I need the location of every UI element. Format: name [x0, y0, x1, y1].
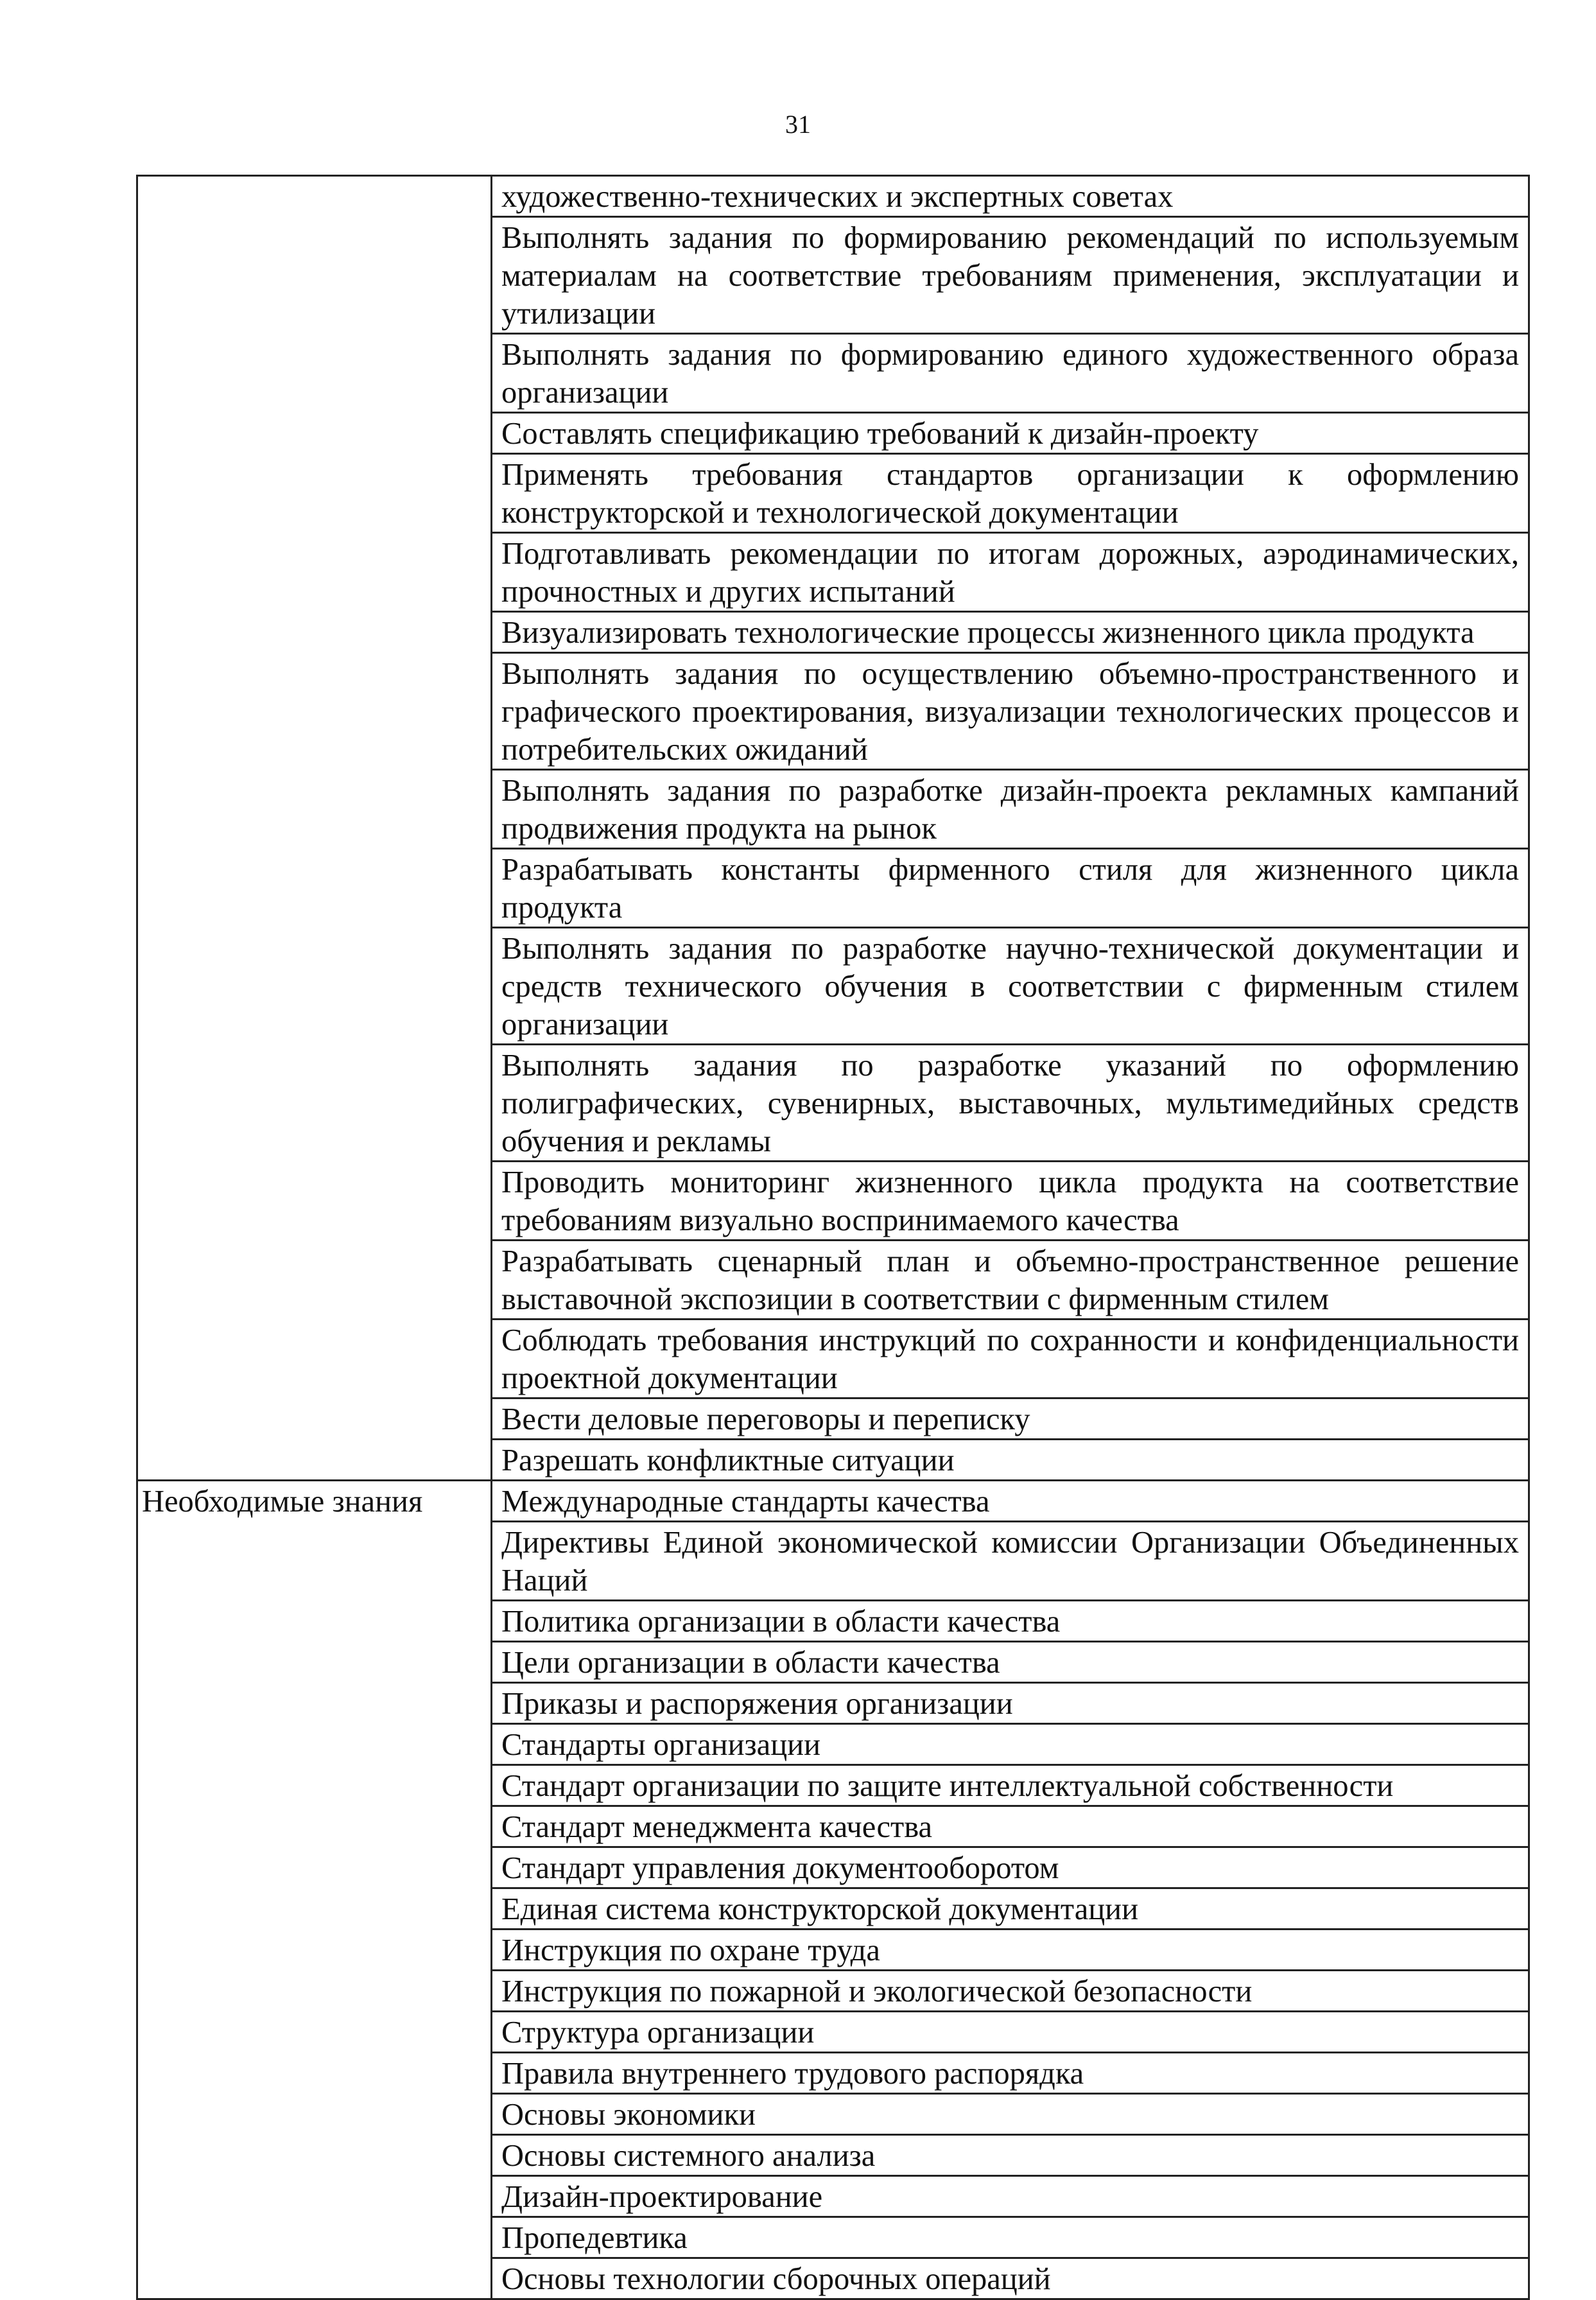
knowledge-item: Директивы Единой экономической комиссии Организации Объединенных Наций — [492, 1522, 1529, 1601]
knowledge-item: Стандарт менеджмента качества — [492, 1806, 1529, 1847]
skill-item: Выполнять задания по разработке указаний по оформлению полиграфических, сувенирных, выставочных, мультимедийных средств обучения и рекламы — [492, 1045, 1529, 1162]
knowledge-item: Стандарт управления документооборотом — [492, 1847, 1529, 1888]
knowledge-item: Пропедевтика — [492, 2217, 1529, 2258]
knowledge-item: Цели организации в области качества — [492, 1642, 1529, 1683]
skill-item: Визуализировать технологические процессы жизненного цикла продукта — [492, 612, 1529, 653]
knowledge-item: Дизайн-проектирование — [492, 2176, 1529, 2217]
knowledge-item: Инструкция по охране труда — [492, 1930, 1529, 1971]
table-row — [137, 1481, 1529, 1522]
skill-item: Подготавливать рекомендации по итогам дорожных, аэродинамических, прочностных и других испытаний — [492, 533, 1529, 612]
skill-item: Проводить мониторинг жизненного цикла продукта на соответствие требованиям визуально воспринимаемого качества — [492, 1162, 1529, 1241]
knowledge-item: Инструкция по пожарной и экологической безопасности — [492, 1971, 1529, 2012]
knowledge-item: Стандарт организации по защите интеллектуальной собственности — [492, 1765, 1529, 1806]
skill-item: Разрабатывать сценарный план и объемно-пространственное решение выставочной экспозиции в соответствии с фирменным стилем — [492, 1241, 1529, 1320]
skills-section-label — [137, 176, 492, 1481]
skill-item: Вести деловые переговоры и переписку — [492, 1398, 1529, 1440]
skill-item: Выполнять задания по осуществлению объемно-пространственного и графического проектирования, визуализации технологических процессов и потребительских ожиданий — [492, 653, 1529, 770]
knowledge-item: Основы технологии сборочных операций — [492, 2258, 1529, 2299]
skill-item: Применять требования стандартов организации к оформлению конструкторской и технологической документации — [492, 454, 1529, 533]
skill-item: Составлять спецификацию требований к дизайн-проекту — [492, 413, 1529, 454]
knowledge-section-label: Необходимые знания — [137, 1481, 492, 2299]
skill-item: Выполнять задания по формированию единого художественного образа организации — [492, 334, 1529, 413]
page-number: 31 — [785, 110, 811, 139]
skill-item: художественно-технических и экспертных советах — [492, 176, 1529, 217]
knowledge-item: Международные стандарты качества — [492, 1481, 1529, 1522]
knowledge-item: Политика организации в области качества — [492, 1601, 1529, 1642]
skill-item: Соблюдать требования инструкций по сохранности и конфиденциальности проектной документации — [492, 1320, 1529, 1398]
table-row — [137, 176, 1529, 217]
knowledge-item: Единая система конструкторской документации — [492, 1888, 1529, 1930]
knowledge-item: Стандарты организации — [492, 1724, 1529, 1765]
knowledge-item: Правила внутреннего трудового распорядка — [492, 2053, 1529, 2094]
skill-item: Выполнять задания по формированию рекомендаций по используемым материалам на соответствие требованиям применения, эксплуатации и утилизации — [492, 217, 1529, 334]
knowledge-item: Основы системного анализа — [492, 2135, 1529, 2176]
knowledge-item: Приказы и распоряжения организации — [492, 1683, 1529, 1724]
skill-item: Разрешать конфликтные ситуации — [492, 1440, 1529, 1481]
knowledge-item: Основы экономики — [492, 2094, 1529, 2135]
skill-item: Выполнять задания по разработке научно-технической документации и средств технического обучения в соответствии с фирменным стилем организации — [492, 928, 1529, 1045]
skill-item: Разрабатывать константы фирменного стиля для жизненного цикла продукта — [492, 849, 1529, 928]
knowledge-item: Структура организации — [492, 2012, 1529, 2053]
requirements-table — [136, 175, 1530, 2300]
skill-item: Выполнять задания по разработке дизайн-проекта рекламных кампаний продвижения продукта на рынок — [492, 770, 1529, 849]
